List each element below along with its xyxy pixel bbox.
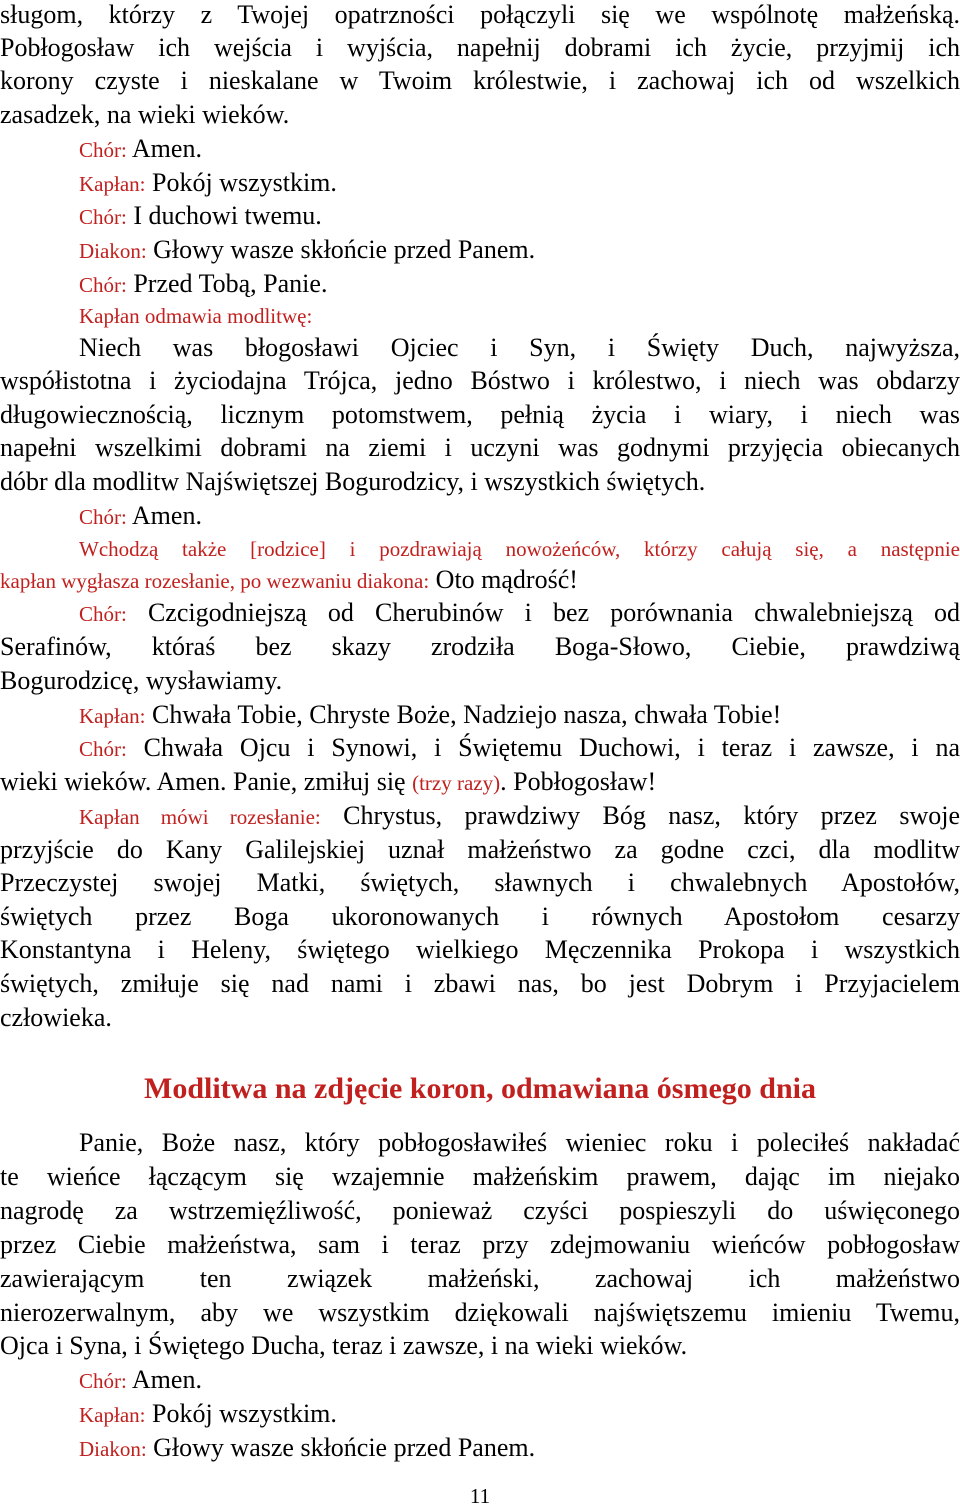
text-line: Serafinów, któraś bez skazy zrodziła Boga-Słowo, Ciebie, prawdziwą — [0, 632, 960, 661]
dialogue-line — [79, 799, 960, 832]
dialogue-text: Amen. — [126, 1365, 202, 1394]
dialogue-text: Pokój wszystkim. — [145, 168, 337, 197]
dialogue-text: Chrystus, prawdziwy Bóg nasz, który przez swoje — [320, 801, 960, 830]
dialogue-text: Czcigodniejszą od Cherubinów i bez porównania chwalebniejszą od — [126, 598, 960, 627]
text-segment: . Pobłogosław! — [500, 767, 657, 796]
dialogue-line — [79, 267, 960, 300]
rubric-text: Wchodzą także [rodzice] i pozdrawiają nowożeńców, którzy całują się, a następnie — [79, 537, 960, 561]
speaker-label: Chór: — [79, 273, 127, 297]
dialogue-text: I duchowi twemu. — [126, 201, 322, 230]
speaker-label: Chór: — [79, 138, 127, 162]
dialogue-text: Oto mądrość! — [429, 565, 578, 594]
speaker-label: Chór: — [79, 505, 127, 529]
text-line: nierozerwalnym, aby we wszystkim dziękowali najświętszemu imieniu Twemu, — [0, 1298, 960, 1327]
dialogue-text: Przed Tobą, Panie. — [126, 269, 328, 298]
rubric-line — [79, 531, 960, 564]
dialogue-text: Amen. — [126, 501, 202, 530]
rubric-line — [0, 563, 960, 596]
speaker-label: Kapłan mówi rozesłanie: — [79, 805, 321, 829]
section-heading: Modlitwa na zdjęcie koron, odmawiana ósmego dnia — [144, 1072, 816, 1105]
text-line: człowieka. — [0, 1003, 112, 1032]
dialogue-line — [79, 731, 960, 764]
speaker-label: Kapłan: — [79, 172, 146, 196]
dialogue-text: Chwała Ojcu i Synowi, i Świętemu Duchowi, i teraz i zawsze, i na — [126, 733, 960, 762]
dialogue-text: Amen. — [126, 134, 202, 163]
page-number: 11 — [469, 1484, 491, 1508]
text-line — [0, 765, 960, 798]
text-line: zawierającym ten związek małżeński, zachowaj ich małżeństwo — [0, 1264, 960, 1293]
speaker-label: Kapłan: — [79, 1403, 146, 1427]
dialogue-line — [79, 596, 960, 629]
dialogue-text: Pokój wszystkim. — [145, 1399, 337, 1428]
text-line: Ojca i Syna, i Świętego Ducha, teraz i zawsze, i na wieki wieków. — [0, 1331, 688, 1360]
text-line: napełni wszelkimi dobrami na ziemi i uczyni was godnymi przyjęcia obiecanych — [0, 433, 960, 462]
text-line: Przeczystej swojej Matki, świętych, sławnych i chwalebnych Apostołów, — [0, 868, 960, 897]
text-line: nagrodę za wstrzemięźliwość, ponieważ czyści pospieszyli do uświęconego — [0, 1196, 960, 1225]
text-line: te wieńce łączącym się wzajemnie małżeńskim prawem, dając im niejako — [0, 1162, 960, 1191]
dialogue-line — [79, 199, 960, 232]
text-line: dóbr dla modlitw Najświętszej Bogurodzicy, i wszystkich świętych. — [0, 467, 706, 496]
speaker-label: Chór: — [79, 737, 127, 761]
rubric-text: kapłan wygłasza rozesłanie, po wezwaniu diakona: — [0, 569, 430, 593]
text-line: świętych przez Boga ukoronowanych i równych Apostołom cesarzy — [0, 902, 960, 931]
text-line: przez Ciebie małżeństwa, sam i teraz przy zdejmowaniu wieńców pobłogosław — [0, 1230, 960, 1259]
rubric-text: Kapłan odmawia modlitwę: — [79, 304, 313, 328]
text-line: Konstantyna i Heleny, świętego wielkiego Męczennika Prokopa i wszystkich — [0, 935, 960, 964]
text-line: świętych, zmiłuje się nad nami i zbawi nas, bo jest Dobrym i Przyjacielem — [0, 969, 960, 998]
dialogue-line — [79, 1431, 960, 1464]
dialogue-line — [79, 1363, 960, 1396]
text-segment: wieki wieków. Amen. Panie, zmiłuj się — [0, 767, 413, 796]
text-line: Bogurodzicę, wysławiamy. — [0, 666, 283, 695]
text-line: przyjście do Kany Galilejskiej uznał małżeństwo za godne czci, dla modlitw — [0, 835, 960, 864]
dialogue-line — [79, 1397, 960, 1430]
dialogue-line — [79, 166, 960, 199]
dialogue-line — [79, 132, 960, 165]
dialogue-text: Chwała Tobie, Chryste Boże, Nadziejo nasza, chwała Tobie! — [145, 700, 782, 729]
speaker-label: Kapłan: — [79, 704, 146, 728]
dialogue-text: Głowy wasze skłońcie przed Panem. — [146, 1433, 536, 1462]
rubric-text: (trzy razy) — [412, 771, 501, 795]
text-line: zasadzek, na wieki wieków. — [0, 100, 290, 129]
text-line: Niech was błogosławi Ojciec i Syn, i Święty Duch, najwyższa, — [79, 333, 960, 362]
speaker-label: Chór: — [79, 602, 127, 626]
speaker-label: Chór: — [79, 205, 127, 229]
dialogue-line — [79, 698, 960, 731]
dialogue-line — [79, 499, 960, 532]
speaker-label: Chór: — [79, 1369, 127, 1393]
text-line: współistotna i życiodajna Trójca, jedno Bóstwo i królestwo, i niech was obdarzy — [0, 366, 960, 395]
rubric-line — [79, 298, 960, 331]
speaker-label: Diakon: — [79, 239, 147, 263]
text-line: Pobłogosław ich wejścia i wyjścia, napełnij dobrami ich życie, przyjmij ich — [0, 33, 960, 62]
text-line: sługom, którzy z Twojej opatrzności połączyli się we wspólnotę małżeńską. — [0, 0, 960, 29]
speaker-label: Diakon: — [79, 1437, 147, 1461]
dialogue-text: Głowy wasze skłońcie przed Panem. — [146, 235, 536, 264]
text-line: długowiecznością, licznym potomstwem, pełnią życia i wiary, i niech was — [0, 400, 960, 429]
text-line: Panie, Boże nasz, który pobłogosławiłeś wieniec roku i poleciłeś nakładać — [79, 1128, 960, 1157]
text-line: korony czyste i nieskalane w Twoim królestwie, i zachowaj ich od wszelkich — [0, 66, 960, 95]
dialogue-line — [79, 233, 960, 266]
